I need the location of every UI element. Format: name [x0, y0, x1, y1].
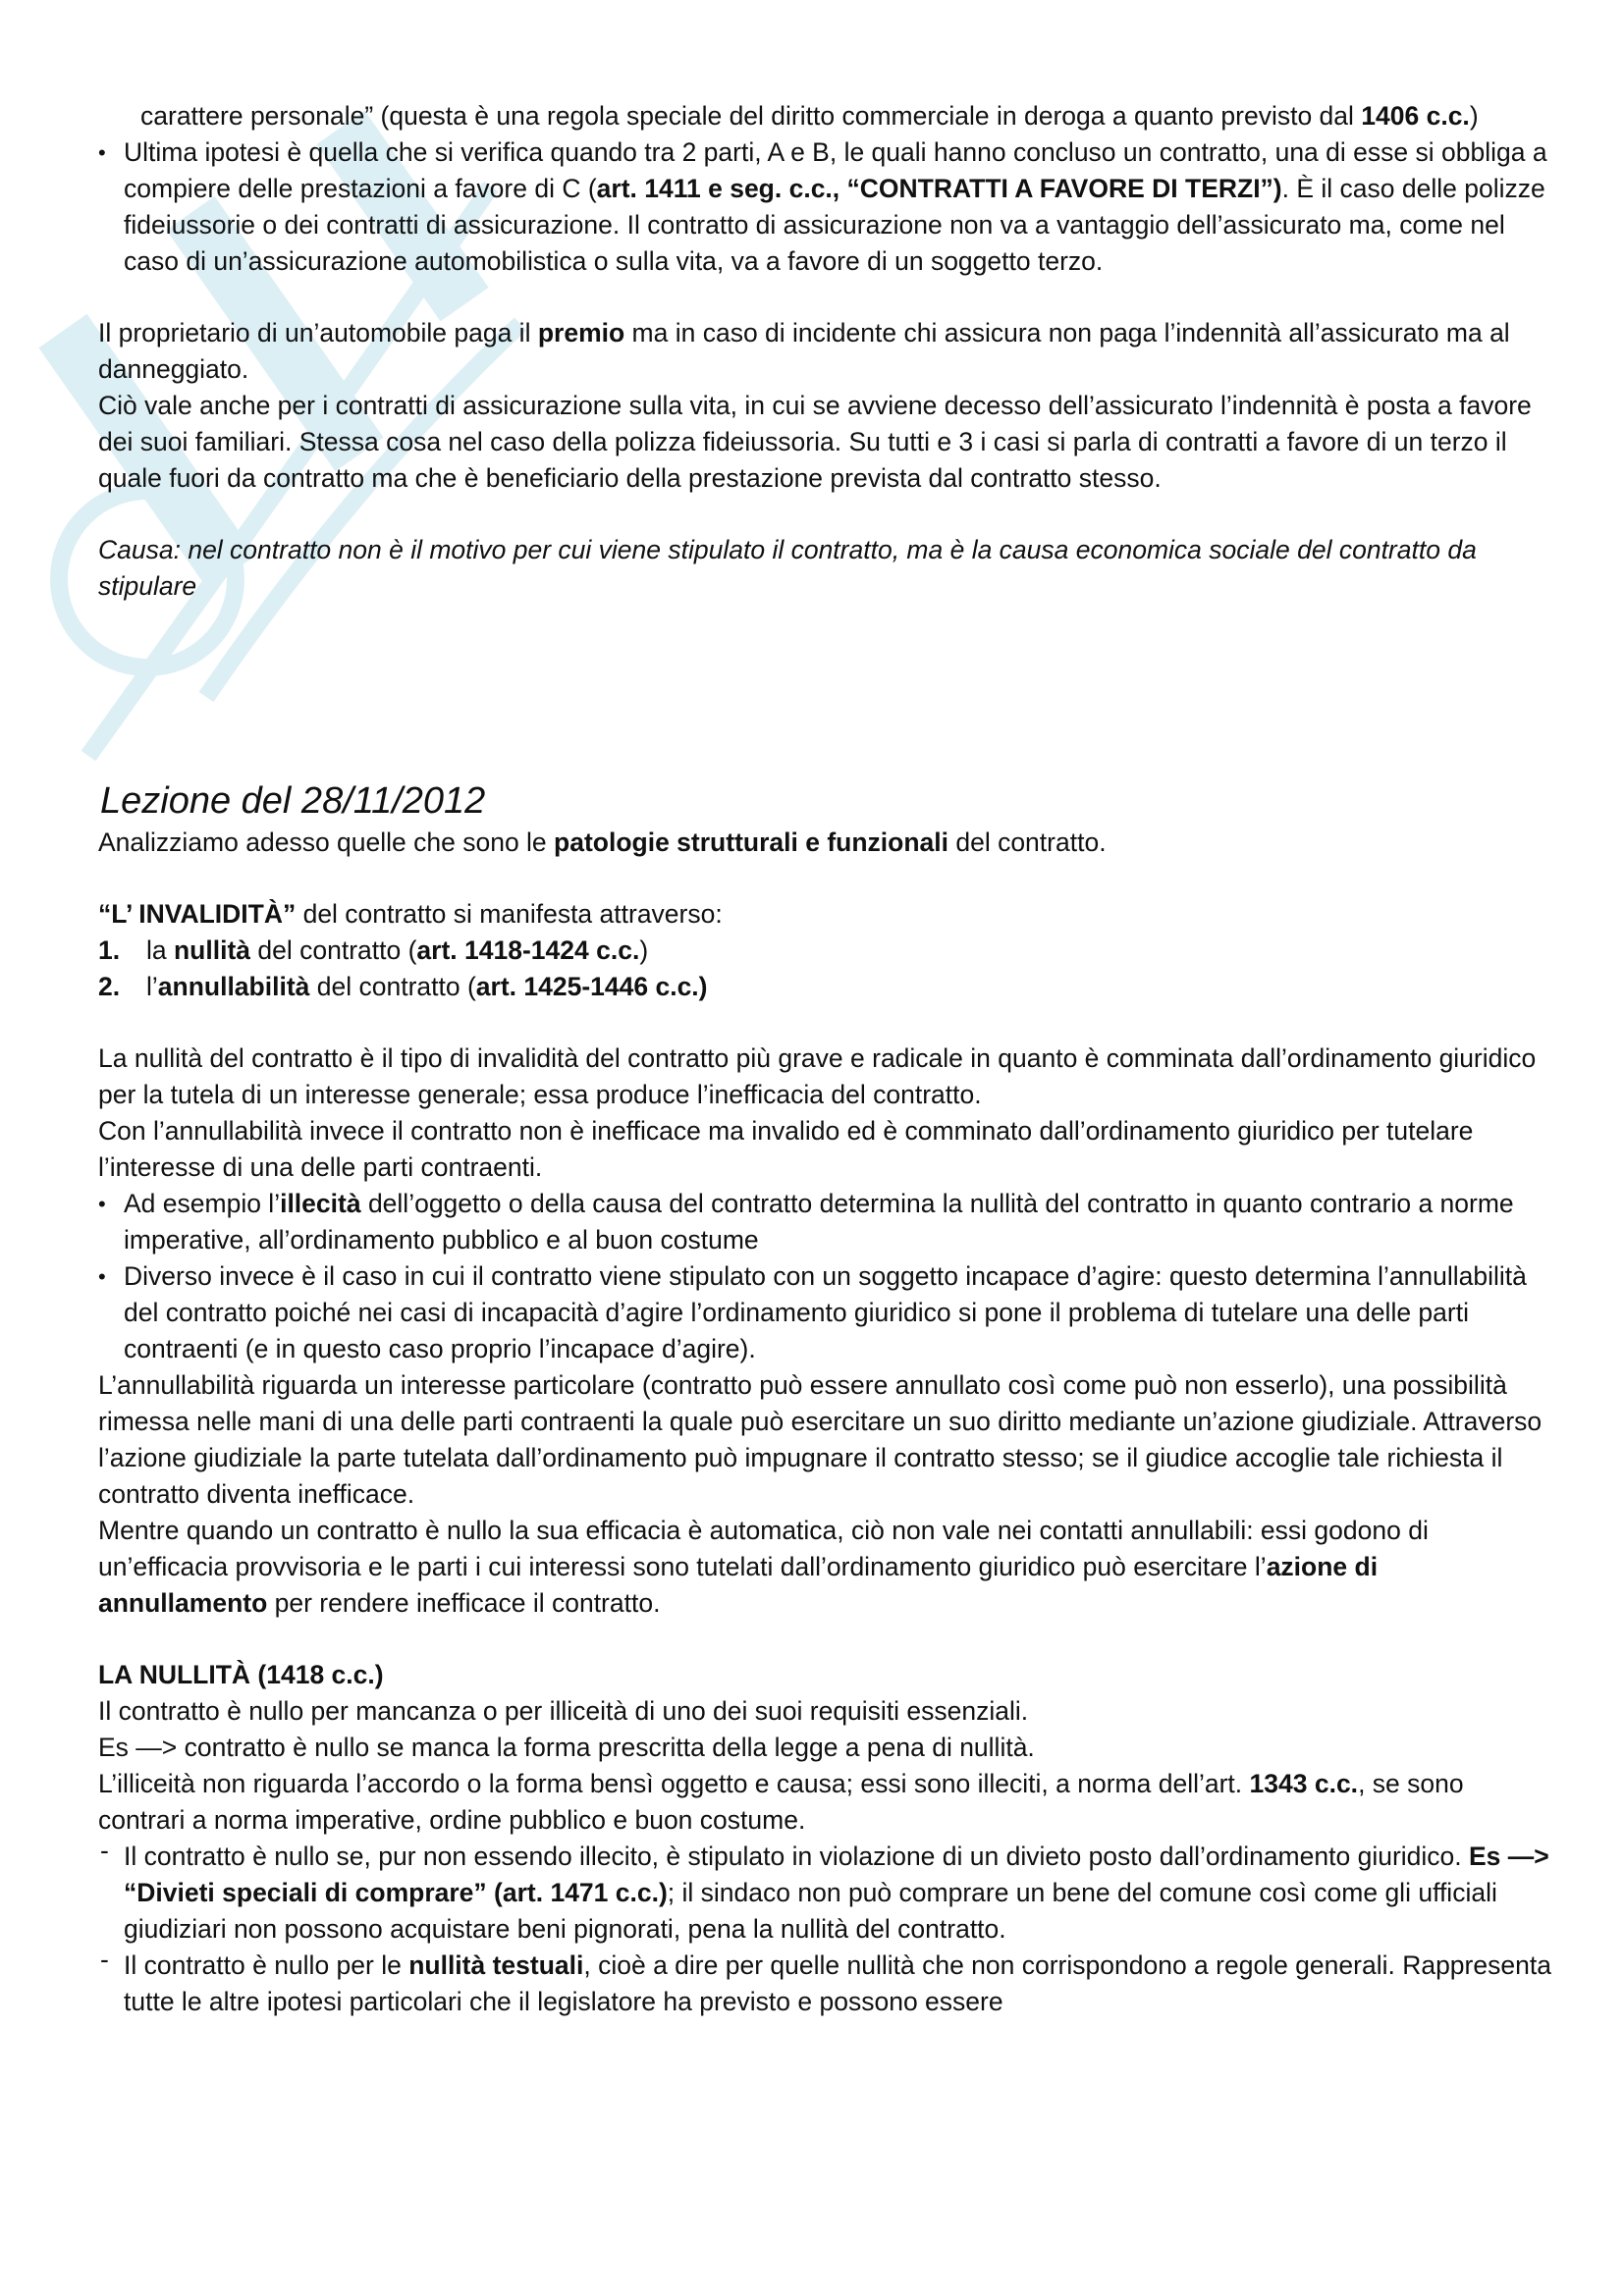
- paragraph: Mentre quando un contratto è nullo la sua efficacia è automatica, ciò non vale nei contatti annullabili: essi godono di un’efficacia provvisoria e le parti i cui interessi sono tutelati dall’ordinamento giuridico può esercitare l’azione di annullamento per rendere inefficace il contratto.: [98, 1516, 1429, 1618]
- paragraph: Es —> contratto è nullo se manca la forma prescritta della legge a pena di nullità.: [98, 1733, 1035, 1762]
- bullet-item: • Ultima ipotesi è quella che si verifica quando tra 2 parti, A e B, le quali hanno concluso un contratto, una di esse si obbliga a compiere delle prestazioni a favore di C (art. 1411 e seg. c.c., “CONTRATTI A FAVORE DI TERZI”). È il caso delle polizze fideiussorie o dei contratti di assicurazione. Il contratto di assicurazione non va a vantaggio dell’assicurato ma, come nel caso di un’assicurazione automobilistica o sulla vita, va a favore di un soggetto terzo.: [98, 134, 1551, 280]
- paragraph: La nullità del contratto è il tipo di invalidità del contratto più grave e radicale in quanto è comminata dall’ordinamento giuridico per la tutela di un interesse generale; essa produce l’inefficacia del contratto.: [98, 1043, 1537, 1109]
- bullet-item: • Ad esempio l’illecità dell’oggetto o della causa del contratto determina la nullità del contratto in quanto contrario a norme imperative, all’ordinamento pubblico e al buon costume: [98, 1186, 1551, 1258]
- paragraph: Ciò vale anche per i contratti di assicurazione sulla vita, in cui se avviene decesso dell’assicurato l’indennità è posta a favore dei suoi familiari. Stessa cosa nel caso della polizza fideiussoria. Su tutti e 3 i casi si parla di contratti a favore di un terzo il quale fuori da contratto ma che è beneficiario della prestazione prevista dal contratto stesso.: [98, 391, 1532, 493]
- paragraph: L’annullabilità riguarda un interesse particolare (contratto può essere annullato così come può non esserlo), una possibilità rimessa nelle mani di una delle parti contraenti la quale può esercitare un suo diritto mediante un’azione giudiziale. Attraverso l’azione giudiziale la parte tutelata dall’ordinamento può impugnare il contratto stesso; se il giudice accoglie tale richiesta il contratto diventa inefficace.: [98, 1370, 1543, 1509]
- lesson-intro: Analizziamo adesso quelle che sono le patologie strutturali e funzionali del contratto.: [98, 828, 1107, 857]
- section-heading: LA NULLITÀ (1418 c.c.): [98, 1660, 384, 1689]
- dash-item: - Il contratto è nullo se, pur non essendo illecito, è stipulato in violazione di un divieto posto dall’ordinamento giuridico. Es —> “Divieti speciali di comprare” (art. 1471 c.c.); il sindaco non può comprare un bene del comune così come gli ufficiali giudiziari non possono acquistare beni pignorati, pena la nullità del contratto.: [98, 1839, 1551, 1948]
- numbered-item: 2. l’annullabilità del contratto (art. 1425-1446 c.c.): [98, 972, 708, 1001]
- causa-note: Causa: nel contratto non è il motivo per cui viene stipulato il contratto, ma è la causa economica sociale del contratto da stipulare: [98, 535, 1477, 601]
- invalidita-intro: “L’ INVALIDITÀ” del contratto si manifesta attraverso:: [98, 899, 723, 929]
- dash-item: - Il contratto è nullo per le nullità testuali, cioè a dire per quelle nullità che non corrispondono a regole generali. Rappresenta tutte le altre ipotesi particolari che il legislatore ha previsto e possono essere: [98, 1948, 1551, 2020]
- paragraph: L’illiceità non riguarda l’accordo o la forma bensì oggetto e causa; essi sono illeciti, a norma dell’art. 1343 c.c., se sono contrari a norma imperative, ordine pubblico e buon costume.: [98, 1769, 1464, 1835]
- paragraph: Il proprietario di un’automobile paga il premio ma in caso di incidente chi assicura non paga l’indennità all’assicurato ma al danneggiato.: [98, 318, 1510, 384]
- document-body: [98, 98, 1551, 2020]
- lesson-title: Lezione del 28/11/2012: [100, 780, 486, 822]
- continued-paragraph: carattere personale” (questa è una regola speciale del diritto commerciale in deroga a quanto previsto dal 1406 c.c.): [140, 101, 1479, 131]
- numbered-item: 1. la nullità del contratto (art. 1418-1424 c.c.): [98, 935, 649, 965]
- bullet-item: • Diverso invece è il caso in cui il contratto viene stipulato con un soggetto incapace d’agire: questo determina l’annullabilità del contratto poiché nei casi di incapacità d’agire l’ordinamento giuridico si pone il problema di tutelare una delle parti contraenti (e in questo caso proprio l’incapace d’agire).: [98, 1258, 1551, 1367]
- paragraph: Con l’annullabilità invece il contratto non è inefficace ma invalido ed è comminato dall’ordinamento giuridico per tutelare l’interesse di una delle parti contraenti.: [98, 1116, 1474, 1182]
- paragraph: Il contratto è nullo per mancanza o per illiceità di uno dei suoi requisiti essenziali.: [98, 1696, 1029, 1726]
